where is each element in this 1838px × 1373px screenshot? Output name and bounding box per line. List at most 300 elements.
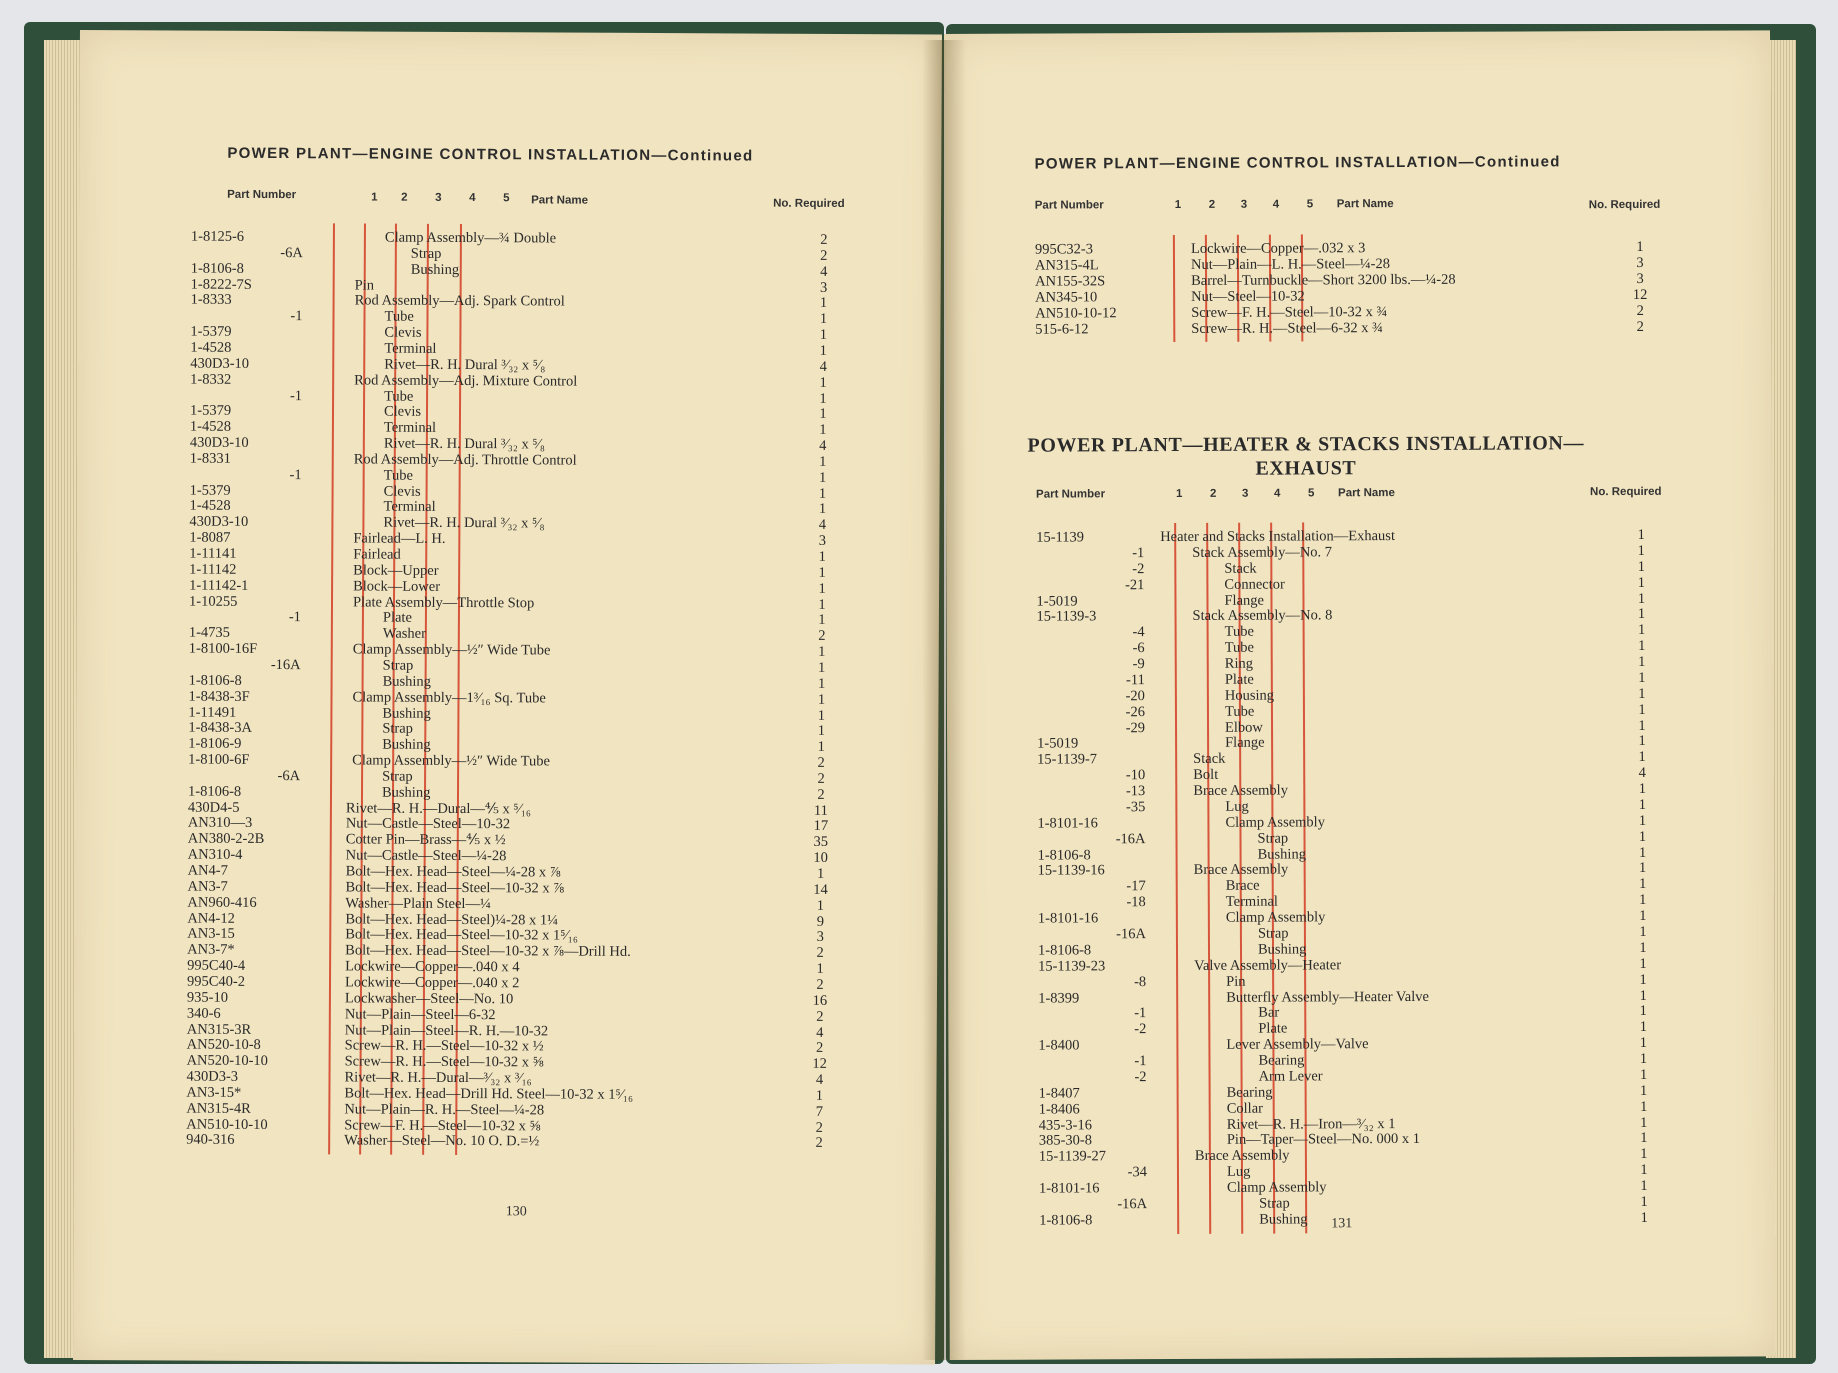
part-number: 1-8333 xyxy=(190,291,232,309)
part-name: Washer xyxy=(382,625,427,643)
part-number: -2 xyxy=(1134,1021,1147,1038)
right-header-part-name: Part Name xyxy=(1336,198,1394,211)
quantity-required: 1 xyxy=(1639,923,1647,940)
part-name: Strap xyxy=(1259,1195,1290,1212)
right-header2-col-5: 5 xyxy=(1307,487,1315,500)
part-number: 1-8438-3A xyxy=(188,719,253,737)
quantity-required: 1 xyxy=(1638,733,1646,750)
part-number: AN315-4R xyxy=(186,1100,251,1117)
quantity-required: 4 xyxy=(1638,765,1646,782)
right-header-col-1: 1 xyxy=(1174,198,1182,211)
part-number: 1-8106-9 xyxy=(188,735,242,753)
part-number: 1-8100-6F xyxy=(188,751,250,768)
quantity-required: 1 xyxy=(819,390,827,407)
part-name: Rod Assembly—Adj. Throttle Control xyxy=(353,451,577,469)
part-name: Screw—F. H.—Steel—10-32 x ¾ xyxy=(1191,303,1388,321)
part-name: Lever Assembly—Valve xyxy=(1226,1036,1369,1053)
part-name: Ring xyxy=(1224,655,1253,672)
quantity-required: 1 xyxy=(1639,908,1647,925)
quantity-required: 1 xyxy=(818,501,827,518)
quantity-required: 1 xyxy=(817,675,826,692)
part-number: 15-1139-3 xyxy=(1036,608,1097,625)
part-number: 1-8406 xyxy=(1038,1101,1080,1118)
part-name: Nut—Plain—Steel—R. H.—10-32 xyxy=(344,1021,549,1039)
left-page-number: 130 xyxy=(505,1204,527,1220)
quantity-required: 1 xyxy=(1637,526,1645,543)
part-number: AN315-3R xyxy=(186,1021,252,1038)
part-number: 1-8106-8 xyxy=(1037,846,1091,864)
quantity-required: 1 xyxy=(818,612,826,629)
part-name: Bolt—Hex. Head—Drill Hd. Steel—10-32 x 1⁵⁄₁₆ xyxy=(344,1085,634,1103)
book-gutter xyxy=(922,40,966,1360)
quantity-required: 1 xyxy=(819,295,828,312)
quantity-required: 1 xyxy=(818,659,826,676)
part-name: Strap xyxy=(1257,925,1289,942)
part-number: -16A xyxy=(270,656,301,674)
quantity-required: 3 xyxy=(1636,270,1644,287)
quantity-required: 2 xyxy=(1636,318,1644,335)
part-name: Lockwire—Copper—.040 x 2 xyxy=(344,974,520,992)
part-number: 385-30-8 xyxy=(1038,1132,1093,1150)
part-number: -10 xyxy=(1125,767,1146,784)
part-name: Screw—R. H.—Steel—6-32 x ¾ xyxy=(1191,319,1384,337)
part-number: 1-8106-8 xyxy=(187,783,242,800)
part-number: -21 xyxy=(1125,576,1145,593)
part-name: Terminal xyxy=(383,419,437,437)
part-number: -1 xyxy=(288,609,301,626)
part-number: 995C32-3 xyxy=(1034,241,1093,258)
part-name: Tube xyxy=(384,388,414,405)
part-number: -16A xyxy=(1115,830,1146,847)
part-name: Rivet—R. H. Dural ³⁄₃₂ x ⁵⁄₈ xyxy=(383,514,545,532)
part-number: 1-8407 xyxy=(1038,1085,1080,1102)
quantity-required: 4 xyxy=(815,1071,824,1088)
right-header2-part-name: Part Name xyxy=(1337,487,1395,500)
quantity-required: 1 xyxy=(1639,987,1647,1004)
right-header2-col-1: 1 xyxy=(1175,487,1183,500)
part-name: Connector xyxy=(1224,576,1285,593)
part-name: Bushing xyxy=(381,784,431,801)
part-number: AN3-7 xyxy=(187,878,228,895)
part-name: Fairlead xyxy=(353,546,401,563)
quantity-required: 1 xyxy=(1638,781,1646,798)
part-name: Nut—Steel—10-32 xyxy=(1191,288,1305,305)
part-number: 430D3-10 xyxy=(189,513,249,531)
part-name: Bushing xyxy=(1257,941,1307,958)
right-header2-col-2: 2 xyxy=(1209,487,1217,500)
quantity-required: 1 xyxy=(819,374,827,391)
quantity-required: 1 xyxy=(1637,622,1646,639)
quantity-required: 4 xyxy=(820,263,828,280)
part-number: AN3-15 xyxy=(187,925,235,943)
part-number: -1 xyxy=(290,308,303,325)
part-number: -6A xyxy=(277,767,301,785)
part-name: Clevis xyxy=(383,403,422,421)
part-name: Clamp Assembly—1³⁄₁₆ Sq. Tube xyxy=(352,689,546,707)
part-name: Rivet—R. H.—Dural—⅘ x ⁵⁄₁₆ xyxy=(345,799,532,817)
quantity-required: 2 xyxy=(816,1008,824,1025)
quantity-required: 1 xyxy=(1638,844,1647,861)
part-number: 1-8399 xyxy=(1038,989,1080,1007)
quantity-required: 1 xyxy=(817,723,826,740)
part-number: AN510-10-12 xyxy=(1035,304,1117,322)
quantity-required: 4 xyxy=(818,517,827,534)
part-number: 15-1139-27 xyxy=(1038,1148,1107,1165)
part-name: Rod Assembly—Adj. Spark Control xyxy=(354,292,565,310)
quantity-required: 1 xyxy=(1640,1162,1648,1179)
part-number: 340-6 xyxy=(186,1005,221,1022)
part-name: Strap xyxy=(410,245,442,262)
quantity-required: 1 xyxy=(818,580,826,597)
part-number: 1-4528 xyxy=(189,498,231,515)
part-name: Strap xyxy=(382,720,413,738)
part-name: Washer—Steel—No. 10 O. D.=½ xyxy=(344,1132,540,1150)
part-number: 1-11141 xyxy=(189,545,237,562)
part-number: 15-1139 xyxy=(1036,529,1085,546)
part-name: Washer—Plain Steel—¼ xyxy=(345,895,491,912)
right-header2-col-4: 4 xyxy=(1273,487,1281,500)
part-name: Clamp Assembly xyxy=(1225,909,1326,926)
quantity-required: 11 xyxy=(813,802,828,819)
part-name: Nut—Plain—L. H.—Steel—¼-28 xyxy=(1190,255,1391,273)
quantity-required: 10 xyxy=(813,849,828,867)
part-name: Stack xyxy=(1193,751,1226,768)
quantity-required: 2 xyxy=(1636,302,1644,319)
quantity-required: 1 xyxy=(818,596,826,613)
part-number: -9 xyxy=(1132,656,1145,673)
part-name: Brace xyxy=(1225,877,1260,895)
quantity-required: 1 xyxy=(1638,828,1647,845)
part-number: AN3-7* xyxy=(187,941,235,959)
part-number: 1-8100-16F xyxy=(188,640,258,658)
quantity-required: 1 xyxy=(818,548,826,565)
left-header-part-number: Part Number xyxy=(227,188,297,202)
part-name: Clamp Assembly—½″ Wide Tube xyxy=(352,641,551,659)
part-name: Bolt—Hex. Head—Steel—10-32 x 1⁵⁄₁₆ xyxy=(345,926,578,945)
column-rule xyxy=(1173,235,1175,342)
part-number: 1-8101-16 xyxy=(1037,910,1099,927)
part-number: -29 xyxy=(1125,719,1146,736)
part-number: -26 xyxy=(1125,703,1145,720)
quantity-required: 1 xyxy=(1639,1082,1648,1099)
part-name: Bearing xyxy=(1258,1052,1305,1069)
part-number: 1-8438-3F xyxy=(188,688,250,705)
quantity-required: 1 xyxy=(1639,955,1647,972)
quantity-required: 17 xyxy=(813,818,829,835)
quantity-required: 3 xyxy=(818,533,827,550)
part-number: 1-5379 xyxy=(190,323,232,340)
part-number: 1-5019 xyxy=(1036,592,1078,610)
quantity-required: 1 xyxy=(817,739,825,756)
quantity-required: 9 xyxy=(816,913,825,930)
part-name: Brace Assembly xyxy=(1193,782,1288,799)
quantity-required: 1 xyxy=(1639,1035,1648,1052)
part-name: Terminal xyxy=(384,340,437,357)
quantity-required: 1 xyxy=(1640,1146,1648,1163)
quantity-required: 1 xyxy=(1639,939,1647,956)
part-number: -11 xyxy=(1125,672,1145,689)
quantity-required: 35 xyxy=(813,834,829,851)
quantity-required: 3 xyxy=(816,929,824,946)
quantity-required: 1 xyxy=(1638,717,1646,734)
part-number: AN310-4 xyxy=(187,846,243,864)
part-number: -1 xyxy=(289,466,302,483)
part-number: 1-8125-6 xyxy=(190,228,245,245)
part-name: Arm Lever xyxy=(1258,1068,1323,1085)
part-number: -6A xyxy=(280,244,303,262)
part-name: Terminal xyxy=(1225,893,1278,911)
part-number: -18 xyxy=(1126,894,1146,911)
part-name: Plate xyxy=(1224,671,1254,688)
part-name: Clamp Assembly xyxy=(1225,814,1325,831)
quantity-required: 3 xyxy=(819,279,828,296)
quantity-required: 1 xyxy=(1637,606,1646,623)
part-number: 1-10255 xyxy=(188,593,238,610)
part-name: Nut—Castle—Steel—10-32 xyxy=(345,815,511,833)
part-name: Tube xyxy=(383,467,414,484)
quantity-required: 7 xyxy=(815,1103,824,1120)
part-name: Bushing xyxy=(1259,1211,1308,1228)
part-number: 1-5379 xyxy=(189,482,231,499)
part-name: Bushing xyxy=(382,673,431,690)
part-name: Butterfly Assembly—Heater Valve xyxy=(1226,988,1429,1006)
quantity-required: 1 xyxy=(819,453,827,470)
part-name: Strap xyxy=(382,657,414,674)
quantity-required: 4 xyxy=(816,1024,824,1041)
quantity-required: 1 xyxy=(1638,685,1646,702)
quantity-required: 1 xyxy=(819,342,827,359)
quantity-required: 1 xyxy=(1638,701,1646,718)
quantity-required: 2 xyxy=(816,976,824,993)
right-header2-no-required: No. Required xyxy=(1589,485,1662,499)
part-number: -6 xyxy=(1132,640,1145,657)
column-rule xyxy=(328,223,334,1154)
part-number: -35 xyxy=(1125,799,1146,816)
quantity-required: 1 xyxy=(1638,653,1646,671)
section-title xyxy=(986,431,1626,482)
part-name: Bushing xyxy=(382,705,431,722)
part-number: 1-4528 xyxy=(189,418,232,435)
right-header-col-3: 3 xyxy=(1240,198,1248,211)
quantity-required: 1 xyxy=(1636,238,1644,255)
part-number: 1-8332 xyxy=(190,371,232,388)
part-name: Pin xyxy=(1226,973,1246,990)
quantity-required: 1 xyxy=(819,422,827,439)
right-header-col-5: 5 xyxy=(1306,198,1314,211)
part-name: Nut—Plain—Steel—6-32 xyxy=(344,1006,496,1023)
part-name: Clamp Assembly—¾ Double xyxy=(384,229,557,247)
part-name: Bearing xyxy=(1226,1084,1273,1101)
part-number: -4 xyxy=(1132,624,1145,641)
left-header-col-4: 4 xyxy=(469,192,476,205)
left-header-col-3: 3 xyxy=(435,191,442,204)
right-header-part-number: Part Number xyxy=(1034,199,1104,212)
quantity-required: 2 xyxy=(820,247,828,264)
part-name: Fairlead—L. H. xyxy=(353,530,446,548)
quantity-required: 1 xyxy=(1639,971,1647,988)
quantity-required: 12 xyxy=(812,1056,827,1073)
part-number: 430D4-5 xyxy=(187,799,240,816)
part-name: Lockwasher—Steel—No. 10 xyxy=(344,990,514,1008)
quantity-required: 2 xyxy=(817,754,825,771)
part-number: 1-8106-8 xyxy=(190,260,244,277)
quantity-required: 1 xyxy=(1639,1050,1648,1068)
part-number: -13 xyxy=(1125,783,1146,800)
part-name: Lug xyxy=(1226,1163,1251,1180)
quantity-required: 1 xyxy=(1638,860,1647,877)
part-name: Rivet—R. H.—Iron—³⁄₃₂ x 1 xyxy=(1226,1115,1396,1133)
quantity-required: 1 xyxy=(1639,1019,1648,1036)
part-number: 430D3-3 xyxy=(186,1068,239,1085)
part-number: 1-11491 xyxy=(188,704,237,721)
part-number: -8 xyxy=(1134,973,1147,990)
part-number: 15-1139-7 xyxy=(1037,751,1098,768)
quantity-required: 1 xyxy=(816,960,824,978)
part-number: -1 xyxy=(1134,1005,1147,1022)
left-page xyxy=(73,30,942,1364)
part-name: Stack Assembly—No. 8 xyxy=(1192,607,1333,625)
part-number: AN4-7 xyxy=(187,862,228,879)
part-number: 15-1139-23 xyxy=(1038,958,1106,975)
quantity-required: 3 xyxy=(1636,254,1644,271)
part-number: AN520-10-10 xyxy=(186,1052,269,1070)
part-number: -1 xyxy=(1134,1053,1147,1070)
quantity-required: 1 xyxy=(1637,590,1646,607)
part-name: Cotter Pin—Brass—⅘ x ½ xyxy=(345,831,506,849)
part-name: Terminal xyxy=(383,499,436,516)
quantity-required: 4 xyxy=(819,358,827,375)
quantity-required: 1 xyxy=(815,1087,824,1104)
part-name: Bolt xyxy=(1193,766,1219,784)
quantity-required: 1 xyxy=(818,564,826,581)
part-name: Flange xyxy=(1225,735,1265,752)
quantity-required: 1 xyxy=(1638,749,1646,766)
quantity-required: 1 xyxy=(816,897,825,914)
part-name: Clevis xyxy=(384,324,422,341)
part-name: Block—Upper xyxy=(353,562,439,579)
part-name: Bar xyxy=(1258,1004,1280,1022)
quantity-required: 1 xyxy=(819,406,827,423)
part-number: 1-8331 xyxy=(189,450,231,467)
left-header-no-required: No. Required xyxy=(773,197,845,211)
part-number: 1-8106-8 xyxy=(1037,942,1092,959)
part-name: Strap xyxy=(1257,830,1289,847)
part-name: Lockwire—Copper—.040 x 4 xyxy=(345,958,520,976)
quantity-required: 16 xyxy=(812,992,828,1009)
part-name: Collar xyxy=(1226,1100,1263,1117)
part-number: 15-1139-16 xyxy=(1037,862,1105,880)
part-name: Pin xyxy=(354,276,375,294)
section-title-line-1: POWER PLANT—HEATER & STACKS INSTALLATION— xyxy=(1027,432,1585,457)
part-number: 1-8106-8 xyxy=(1039,1212,1093,1229)
quantity-required: 1 xyxy=(818,485,827,502)
quantity-required: 1 xyxy=(1640,1098,1648,1115)
part-name: Screw—F. H.—Steel—10-32 x ⅝ xyxy=(344,1116,541,1135)
part-number: 1-5379 xyxy=(189,402,232,420)
part-name: Bolt—Hex. Head—Steel—10-32 x ⅞—Drill Hd. xyxy=(345,942,631,961)
quantity-required: 1 xyxy=(1637,558,1645,575)
part-name: Block—Lower xyxy=(353,578,441,595)
left-header-col-2: 2 xyxy=(401,191,408,204)
quantity-required: 2 xyxy=(818,628,826,645)
part-name: Strap xyxy=(382,768,413,785)
part-number: AN510-10-10 xyxy=(186,1116,268,1133)
part-name: Elbow xyxy=(1224,719,1263,736)
part-name: Clevis xyxy=(383,483,421,500)
part-number: 995C40-2 xyxy=(186,973,246,990)
quantity-required: 2 xyxy=(820,231,828,248)
part-number: AN380-2-2B xyxy=(187,830,265,848)
quantity-required: 1 xyxy=(1638,796,1647,813)
quantity-required: 1 xyxy=(1640,1209,1648,1226)
quantity-required: 1 xyxy=(817,707,826,724)
part-name: Screw—R. H.—Steel—10-32 x ½ xyxy=(344,1037,544,1055)
part-number: AN155-32S xyxy=(1035,273,1106,290)
part-name: Brace Assembly xyxy=(1193,861,1289,879)
part-name: Plate Assembly—Throttle Stop xyxy=(352,593,535,611)
right-header-col-4: 4 xyxy=(1272,198,1280,211)
quantity-required: 1 xyxy=(1638,812,1647,829)
quantity-required: 1 xyxy=(1638,638,1646,655)
column-rule xyxy=(1174,523,1179,1234)
quantity-required: 1 xyxy=(1639,1066,1648,1083)
part-number: -34 xyxy=(1127,1164,1148,1181)
part-number: -1 xyxy=(1132,545,1145,562)
part-number: 1-8106-8 xyxy=(188,672,242,689)
left-header-col-1: 1 xyxy=(371,191,378,204)
quantity-required: 1 xyxy=(1640,1130,1648,1147)
part-name: Rivet—R. H. Dural ³⁄₃₂ x ⁵⁄₈ xyxy=(383,435,545,453)
part-name: Housing xyxy=(1224,687,1275,704)
part-name: Clamp Assembly xyxy=(1227,1179,1327,1196)
left-header-col-5: 5 xyxy=(503,192,510,205)
right-header2-col-3: 3 xyxy=(1241,487,1249,500)
quantity-required: 1 xyxy=(1639,892,1647,909)
right-page-heading: POWER PLANT—ENGINE CONTROL INSTALLATION—Continued xyxy=(1034,153,1561,173)
part-number: 430D3-10 xyxy=(190,355,250,372)
part-name: Bushing xyxy=(382,736,431,754)
part-number: 1-11142-1 xyxy=(189,577,249,594)
quantity-required: 1 xyxy=(1640,1178,1648,1195)
part-number: 1-4528 xyxy=(190,339,232,356)
part-number: 940-316 xyxy=(186,1132,235,1149)
part-name: Nut—Plain—R. H.—Steel—¼-28 xyxy=(344,1101,545,1119)
part-name: Plate xyxy=(382,609,412,627)
part-number: 1-4735 xyxy=(188,624,230,642)
part-name: Stack xyxy=(1224,560,1257,577)
quantity-required: 2 xyxy=(816,945,824,962)
quantity-required: 2 xyxy=(815,1119,823,1136)
right-header2-part-number: Part Number xyxy=(1035,488,1106,501)
part-name: Pin—Taper—Steel—No. 000 x 1 xyxy=(1226,1131,1420,1149)
right-header-no-required: No. Required xyxy=(1588,198,1661,212)
quantity-required: 1 xyxy=(1638,669,1646,686)
quantity-required: 1 xyxy=(818,643,826,661)
part-name: Stack Assembly—No. 7 xyxy=(1192,544,1333,561)
right-header-col-2: 2 xyxy=(1208,198,1216,211)
quantity-required: 1 xyxy=(1637,574,1646,591)
part-number: 1-8101-16 xyxy=(1039,1180,1100,1197)
section-title-line-2: EXHAUST xyxy=(1255,457,1357,480)
right-page-number: 131 xyxy=(1331,1216,1353,1232)
right-page xyxy=(944,30,1776,1360)
part-name: Valve Assembly—Heater xyxy=(1194,957,1342,974)
part-number: AN4-12 xyxy=(187,910,235,927)
part-name: Rivet—R. H.—Dural—³⁄₃₂ x ³⁄₁₆ xyxy=(344,1069,532,1087)
part-name: Nut—Castle—Steel—¼-28 xyxy=(345,847,507,865)
part-number: 935-10 xyxy=(186,989,229,1006)
quantity-required: 2 xyxy=(815,1135,823,1152)
